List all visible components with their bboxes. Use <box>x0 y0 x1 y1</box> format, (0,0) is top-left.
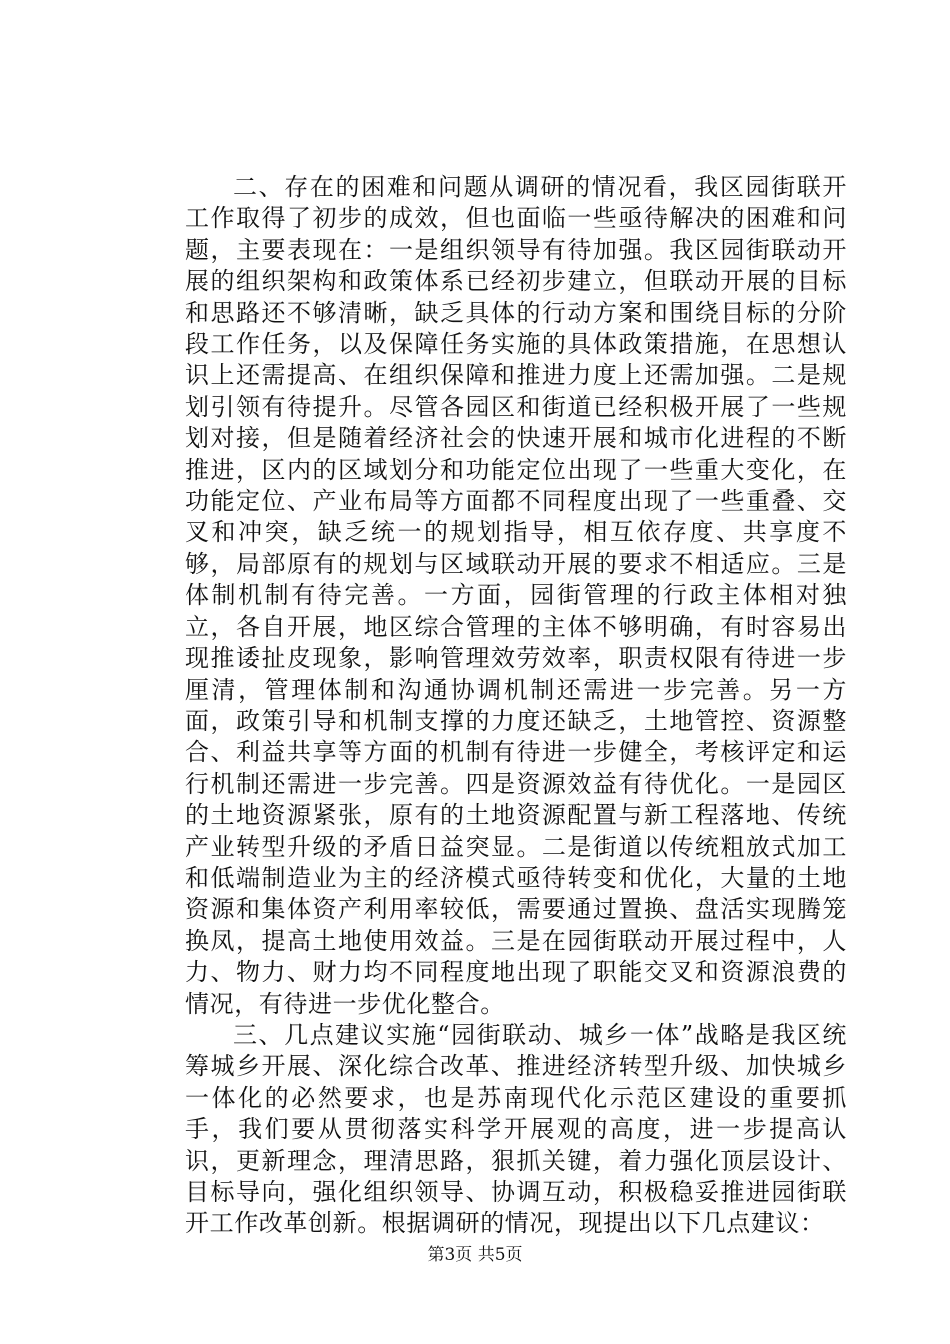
document-body <box>185 172 847 1240</box>
paragraph-difficulties: 二、存在的困难和问题从调研的情况看，我区园街联开工作取得了初步的成效，但也面临一些亟待解决的困难和问题，主要表现在：一是组织领导有待加强。我区园街联动开展的组织架构和政策体系已经初步建立，但联动开展的目标和思路还不够清晰，缺乏具体的行动方案和围绕目标的分阶段工作任务，以及保障任务实施的具体政策措施，在思想认识上还需提高、在组织保障和推进力度上还需加强。二是规划引领有待提升。尽管各园区和街道已经积极开展了一些规划对接，但是随着经济社会的快速开展和城市化进程的不断推进，区内的区域划分和功能定位出现了一些重大变化，在功能定位、产业布局等方面都不同程度出现了一些重叠、交叉和冲突，缺乏统一的规划指导，相互依存度、共享度不够，局部原有的规划与区域联动开展的要求不相适应。三是体制机制有待完善。一方面，园街管理的行政主体相对独立，各自开展，地区综合管理的主体不够明确，有时容易出现推诿扯皮现象，影响管理效劳效率，职责权限有待进一步厘清，管理体制和沟通协调机制还需进一步完善。另一方面，政策引导和机制支撑的力度还缺乏，土地管控、资源整合、利益共享等方面的机制有待进一步健全，考核评定和运行机制还需进一步完善。四是资源效益有待优化。一是园区的土地资源紧张，原有的土地资源配置与新工程落地、传统产业转型升级的矛盾日益突显。二是街道以传统粗放式加工和低端制造业为主的经济模式亟待转变和优化，大量的土地资源和集体资产利用率较低，需要通过置换、盘活实现腾笼换凤，提高土地使用效益。三是在园街联动开展过程中，人力、物力、财力均不同程度地出现了职能交叉和资源浪费的情况，有待进一步优化整合。 <box>185 173 847 1018</box>
paragraph-suggestions: 三、几点建议实施“园街联动、城乡一体”战略是我区统筹城乡开展、深化综合改革、推进经济转型升级、加快城乡一体化的必然要求，也是苏南现代化示范区建设的重要抓手，我们要从贯彻落实科学开展观的高度，进一步提高认识，更新理念，理清思路，狠抓关键，着力强化顶层设计、目标导向，强化组织领导、协调互动，积极稳妥推进园街联开工作改革创新。根据调研的情况，现提出以下几点建议： <box>185 1020 847 1238</box>
page-number-footer: 第3页 共5页 <box>427 1245 523 1265</box>
